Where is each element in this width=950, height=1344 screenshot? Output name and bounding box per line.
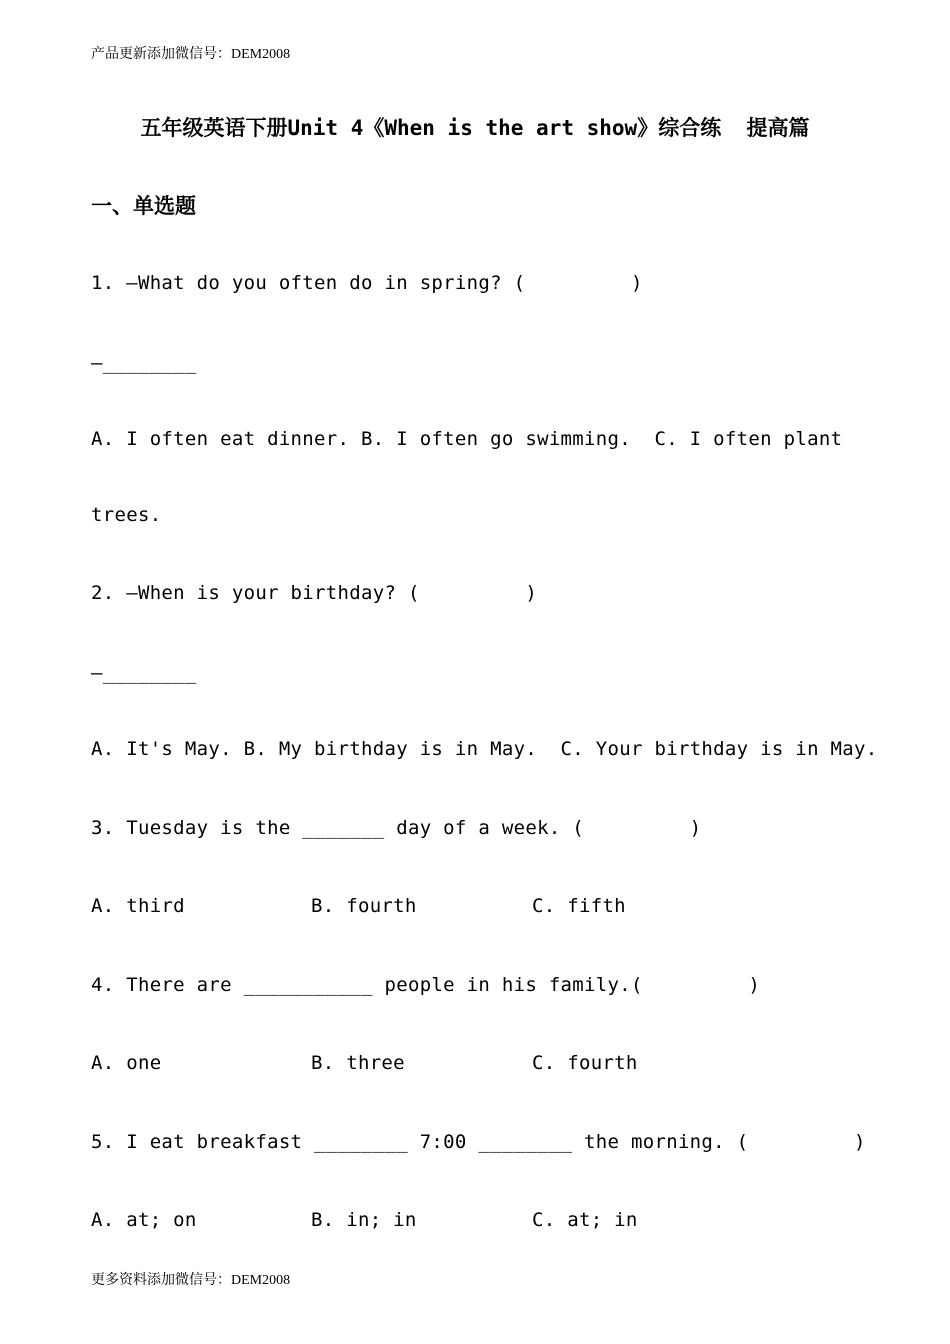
question-1-answer-line: —________ (91, 352, 197, 374)
question-5-stem: 5. I eat breakfast ________ 7:00 ________ the morning. ( ) (91, 1131, 866, 1153)
page-title: 五年级英语下册Unit 4《When is the art show》综合练 提高篇 (140, 116, 810, 140)
question-2-options: A. It's May. B. My birthday is in May. C. Your birthday is in May. (91, 738, 878, 760)
question-3-option-a: A. third (91, 895, 185, 917)
question-5-option-c: C. at; in (532, 1209, 638, 1231)
question-4-option-b: B. three (311, 1052, 405, 1074)
section-heading: 一、单选题 (91, 194, 196, 218)
question-4-stem: 4. There are ___________ people in his family.( ) (91, 974, 761, 996)
question-4-option-a: A. one (91, 1052, 162, 1074)
question-1-options-continued: trees. (91, 504, 162, 526)
question-4-option-c: C. fourth (532, 1052, 638, 1074)
question-5-option-b: B. in; in (311, 1209, 417, 1231)
footer-note: 更多资料添加微信号：DEM2008 (91, 1273, 291, 1288)
question-1-options: A. I often eat dinner. B. I often go swimming. C. I often plant (91, 428, 843, 450)
question-3-option-b: B. fourth (311, 895, 417, 917)
question-2-answer-line: —________ (91, 662, 197, 684)
header-note: 产品更新添加微信号：DEM2008 (91, 47, 291, 62)
question-2-stem: 2. —When is your birthday? ( ) (91, 582, 538, 604)
question-3-stem: 3. Tuesday is the _______ day of a week. ( ) (91, 817, 702, 839)
question-5-option-a: A. at; on (91, 1209, 197, 1231)
question-1-stem: 1. —What do you often do in spring? ( ) (91, 272, 643, 294)
question-3-option-c: C. fifth (532, 895, 626, 917)
